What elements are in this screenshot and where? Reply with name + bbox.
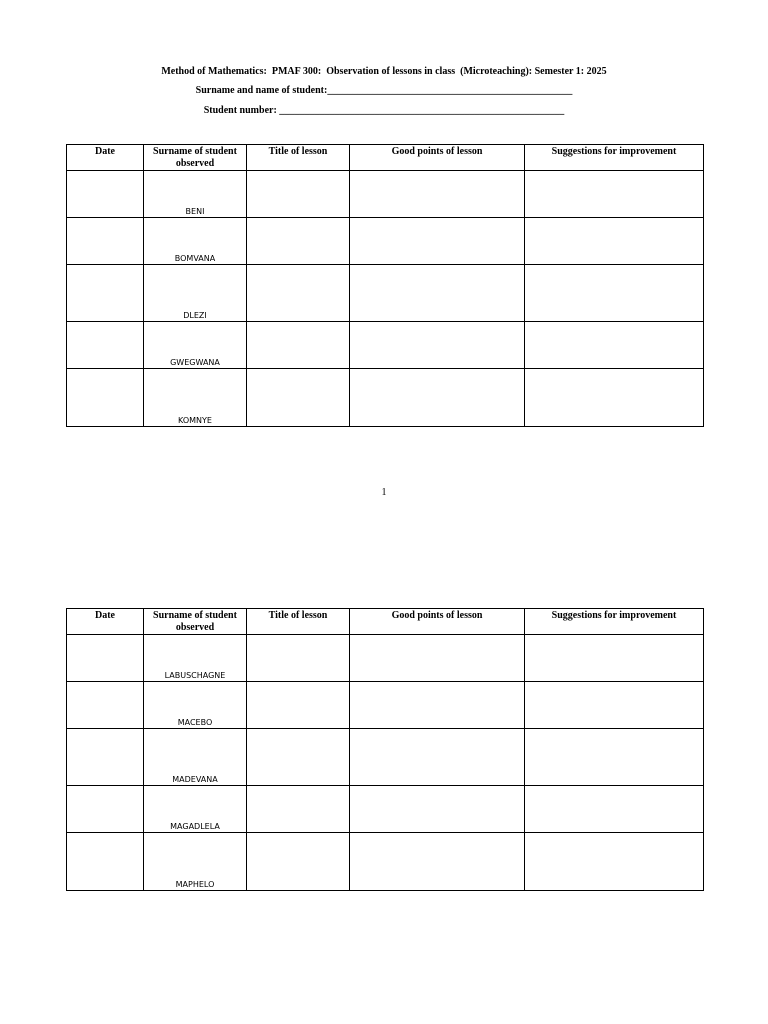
surname-cell: KOMNYE — [144, 369, 247, 427]
title-cell — [247, 635, 350, 682]
observation-table-2 — [66, 608, 704, 891]
title-cell — [247, 265, 350, 322]
date-cell — [67, 833, 144, 891]
column-header-title: Title of lesson — [247, 145, 350, 171]
date-cell — [67, 635, 144, 682]
good-points-cell — [350, 682, 525, 729]
table-row — [67, 786, 704, 833]
observation-table-1 — [66, 144, 704, 427]
title-cell — [247, 218, 350, 265]
suggestions-cell — [525, 171, 704, 218]
surname-cell: MAGADLELA — [144, 786, 247, 833]
date-cell — [67, 265, 144, 322]
table-row — [67, 729, 704, 786]
page-number: 1 — [381, 487, 387, 498]
column-header-date: Date — [67, 609, 144, 635]
date-cell — [67, 682, 144, 729]
table-header-row — [67, 145, 704, 171]
date-cell — [67, 322, 144, 369]
surname-cell: BOMVANA — [144, 218, 247, 265]
surname-cell: GWEGWANA — [144, 322, 247, 369]
table-row — [67, 635, 704, 682]
column-header-title: Title of lesson — [247, 609, 350, 635]
date-cell — [67, 218, 144, 265]
good-points-cell — [350, 218, 525, 265]
surname-cell: MADEVANA — [144, 729, 247, 786]
column-header-suggestions: Suggestions for improvement — [525, 609, 704, 635]
table-row — [67, 218, 704, 265]
table-row — [67, 322, 704, 369]
suggestions-cell — [525, 833, 704, 891]
document-title: Method of Mathematics: PMAF 300: Observation of lessons in class (Microteaching): Semester 1: 2025 — [161, 66, 607, 77]
date-cell — [67, 729, 144, 786]
student-name-line: Surname and name of student:_________________________________________________ — [195, 85, 573, 96]
good-points-cell — [350, 786, 525, 833]
good-points-cell — [350, 322, 525, 369]
title-cell — [247, 171, 350, 218]
good-points-cell — [350, 833, 525, 891]
column-header-surname: Surname of student observed — [144, 609, 247, 635]
suggestions-cell — [525, 369, 704, 427]
suggestions-cell — [525, 786, 704, 833]
suggestions-cell — [525, 635, 704, 682]
good-points-cell — [350, 635, 525, 682]
suggestions-cell — [525, 218, 704, 265]
table-row — [67, 265, 704, 322]
surname-cell: MACEBO — [144, 682, 247, 729]
good-points-cell — [350, 729, 525, 786]
surname-cell: LABUSCHAGNE — [144, 635, 247, 682]
date-cell — [67, 171, 144, 218]
column-header-good-points: Good points of lesson — [350, 609, 525, 635]
title-cell — [247, 729, 350, 786]
column-header-date: Date — [67, 145, 144, 171]
surname-cell: MAPHELO — [144, 833, 247, 891]
surname-cell: DLEZI — [144, 265, 247, 322]
column-header-surname: Surname of student observed — [144, 145, 247, 171]
suggestions-cell — [525, 682, 704, 729]
student-number-line: Student number: _________________________________________________________ — [203, 105, 565, 116]
good-points-cell — [350, 265, 525, 322]
surname-cell: BENI — [144, 171, 247, 218]
title-cell — [247, 369, 350, 427]
good-points-cell — [350, 171, 525, 218]
table-row — [67, 171, 704, 218]
title-cell — [247, 786, 350, 833]
suggestions-cell — [525, 322, 704, 369]
table-row — [67, 833, 704, 891]
title-cell — [247, 833, 350, 891]
column-header-suggestions: Suggestions for improvement — [525, 145, 704, 171]
date-cell — [67, 786, 144, 833]
column-header-good-points: Good points of lesson — [350, 145, 525, 171]
table-row — [67, 682, 704, 729]
table-row — [67, 369, 704, 427]
date-cell — [67, 369, 144, 427]
good-points-cell — [350, 369, 525, 427]
suggestions-cell — [525, 265, 704, 322]
title-cell — [247, 682, 350, 729]
title-cell — [247, 322, 350, 369]
suggestions-cell — [525, 729, 704, 786]
table-header-row — [67, 609, 704, 635]
